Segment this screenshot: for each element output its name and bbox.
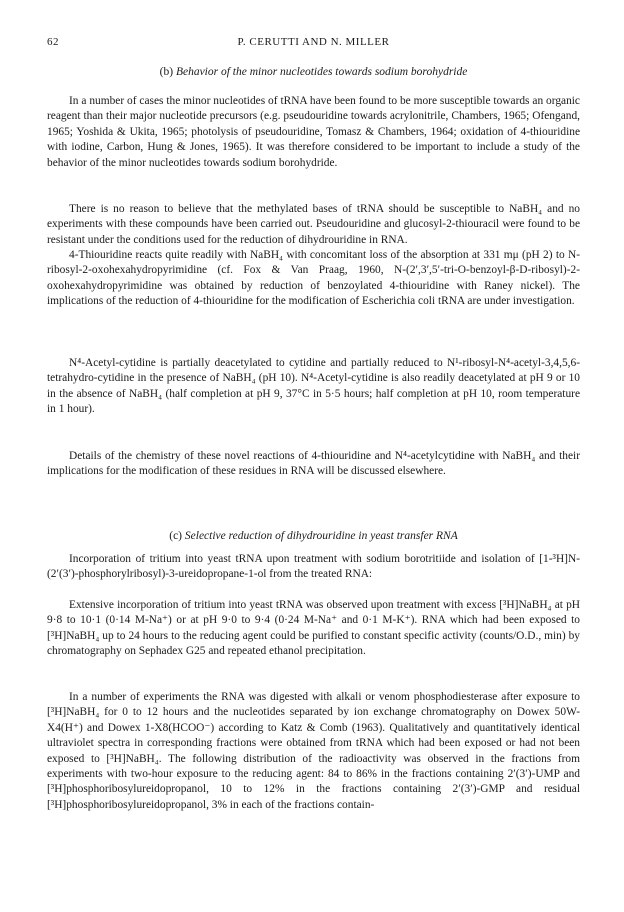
- section-title: Behavior of the minor nucleotides towards sodium borohydride: [175, 66, 468, 78]
- body-paragraph: 4-Thiouridine reacts quite readily with NaBH₄ with concomitant loss of the absorption at 331 mμ (pH 2) to N-ribosyl-2-oxohexahydropyrimidine (cf. Fox & Van Praag, 1960, N-(2′,3′,5′-tri-O-benzoyl-β-D-ribosyl)-2-oxohexahydropyrimidine was obtained by reduction of benzoylated 4-thiouridine with Raney nickel). The implications of the reduction of 4-thiouridine for the modification of Escherichia coli tRNA are under investigation.: [47, 249, 580, 308]
- section-label: (c): [169, 530, 183, 542]
- body-paragraph: In a number of cases the minor nucleotides of tRNA have been found to be more susceptible towards an organic reagent than their major nucleotide precursors (e.g. pseudouridine towards acrylonitrile, Chambers, 1965; Ofengand, 1965; Yoshida & Ukita, 1965; photolysis of pseudouridine, Tomasz & Chambers, 1964; oxidation of 4-thiouridine with iodine, Carbon, Hung & Jones, 1965). It was therefore considered to be important to include a study of the behavior of the minor nucleotides towards sodium borohydride.: [47, 95, 580, 169]
- section-heading-c: [47, 530, 580, 542]
- body-paragraph: There is no reason to believe that the methylated bases of tRNA should be susceptible to NaBH₄ and no experiments with these compounds have been carried out. Pseudouridine and glucosyl-2-thiouracil were found to be resistant under the conditions used for the reduction of dihydrouridine in RNA.: [47, 203, 580, 246]
- body-paragraph: Incorporation of tritium into yeast tRNA upon treatment with sodium borotritiide and isolation of [1-³H]N-(2′(3′)-phosphorylribosyl)-3-ureidopropane-1-ol from the treated RNA:: [47, 553, 580, 581]
- body-paragraph: Extensive incorporation of tritium into yeast tRNA was observed upon treatment with excess [³H]NaBH₄ at pH 9·8 to 10·1 (0·14 M-Na⁺) or at pH 9·0 to 9·4 (0·24 M-Na⁺ and 0·1 M-K⁺). RNA which had been exposed to [³H]NaBH₄ up to 24 hours to the reducing agent could be purified to constant specific activity (counts/O.D., min) by chromatography on Sephadex G25 and repeated ethanol precipitation.: [47, 599, 580, 658]
- page-number: 62: [47, 36, 59, 48]
- section-title: Selective reduction of dihydrouridine in yeast transfer RNA: [184, 530, 458, 542]
- body-paragraph: N⁴-Acetyl-cytidine is partially deacetylated to cytidine and partially reduced to N¹-ribosyl-N⁴-acetyl-3,4,5,6-tetrahydro-cytidine in the presence of NaBH₄ (pH 10). N⁴-Acetyl-cytidine is also readily deacetylated at pH 9 or 10 in the absence of NaBH₄ (half completion at pH 9, 37°C in 5·5 hours; half completion at pH 10, room temperature in 1 hour).: [47, 357, 580, 416]
- body-paragraph: Details of the chemistry of these novel reactions of 4-thiouridine and N⁴-acetylcytidine with NaBH₄ and their implications for the modification of these residues in RNA will be discussed elsewhere.: [47, 450, 580, 478]
- section-label: (b): [159, 66, 174, 78]
- running-head: P. CERUTTI AND N. MILLER: [237, 36, 390, 48]
- section-heading-b: [47, 66, 580, 78]
- body-paragraph: In a number of experiments the RNA was digested with alkali or venom phosphodiesterase after exposure to [³H]NaBH₄ for 0 to 12 hours and the nucleotides separated by ion exchange chromatography on Dowex 50W-X4(H⁺) and Dowex 1-X8(HCOO⁻) according to Katz & Comb (1963). Qualitatively and quantitatively identical ultraviolet spectra in corresponding fractions were obtained from tRNA which had been exposed or had not been exposed to [³H]NaBH₄. The following distribution of the radioactivity was observed in the fractions from experiments with two-hour exposure to the reducing agent: 84 to 86% in the fractions containing 2′(3′)-UMP and [³H]phosphoribosylureidopropanol, 10 to 12% in the fractions containing 2′(3′)-GMP and residual [³H]phosphoribosylureidopropanol, 3% in each of the fractions contain-: [47, 691, 580, 811]
- page-header: [47, 36, 580, 52]
